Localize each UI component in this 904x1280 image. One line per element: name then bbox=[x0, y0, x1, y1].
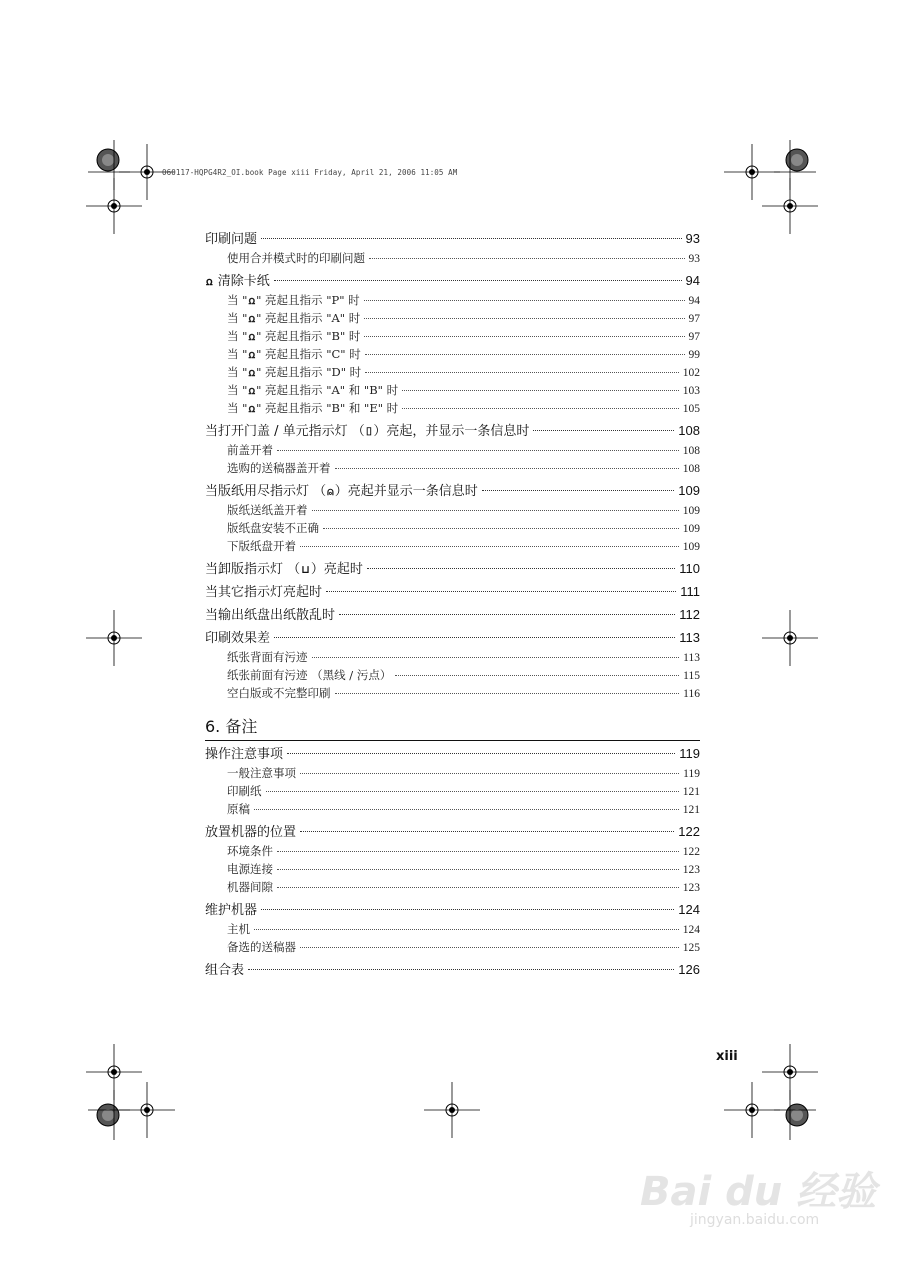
toc-subentry[interactable] bbox=[205, 345, 700, 363]
page-ref: 123 bbox=[682, 882, 700, 894]
toc-subentry[interactable] bbox=[205, 519, 700, 537]
entry-title bbox=[227, 399, 398, 418]
page-ref: 108 bbox=[682, 463, 700, 475]
toc-subentry[interactable] bbox=[205, 501, 700, 519]
table-of-contents bbox=[205, 230, 700, 979]
toc-subentry[interactable] bbox=[205, 666, 700, 684]
entry-title: 前盖开着 bbox=[227, 443, 273, 457]
page-ref: 126 bbox=[678, 962, 700, 977]
toc-entry[interactable] bbox=[205, 583, 700, 601]
toc-subentry[interactable] bbox=[205, 363, 700, 381]
dot-leader bbox=[369, 258, 685, 259]
entry-title: 印刷效果差 bbox=[205, 631, 271, 646]
page-ref: 119 bbox=[683, 768, 700, 780]
entry-title: 选购的送稿器盖开着 bbox=[227, 461, 331, 475]
page-ref: 119 bbox=[679, 746, 700, 761]
toc-entry[interactable] bbox=[205, 606, 700, 624]
dot-leader bbox=[254, 929, 679, 930]
entry-title bbox=[205, 423, 529, 441]
dot-leader bbox=[266, 791, 679, 792]
toc-subentry[interactable] bbox=[205, 938, 700, 956]
entry-title: 下版纸盘开着 bbox=[227, 539, 296, 553]
entry-title bbox=[227, 327, 360, 346]
section-heading: 6. 备注 bbox=[205, 716, 700, 741]
entry-title: 版纸盘安装不正确 bbox=[227, 521, 319, 535]
page-ref: 103 bbox=[682, 385, 700, 397]
title-suffix: " 亮起且指示 "B" 和 "E" 时 bbox=[256, 401, 399, 415]
title-suffix: ）亮起并显示一条信息时 bbox=[334, 484, 478, 499]
jam-icon: ꭥ bbox=[248, 330, 256, 343]
dot-leader bbox=[277, 450, 679, 451]
toc-subentry[interactable] bbox=[205, 381, 700, 399]
toc-entry[interactable] bbox=[205, 961, 700, 979]
dot-leader bbox=[364, 300, 685, 301]
toc-entry[interactable] bbox=[205, 482, 700, 500]
entry-title: 版纸送纸盖开着 bbox=[227, 503, 308, 517]
entry-title: 环境条件 bbox=[227, 844, 273, 858]
entry-title bbox=[205, 273, 270, 291]
jam-icon: ꭥ bbox=[248, 384, 256, 397]
page-ref: 108 bbox=[682, 445, 700, 457]
page-number: xiii bbox=[716, 1049, 738, 1064]
title-prefix: 当 " bbox=[227, 383, 248, 397]
dot-leader bbox=[261, 909, 674, 910]
dot-leader bbox=[248, 969, 674, 970]
title-prefix: 当 " bbox=[227, 365, 248, 379]
entry-title bbox=[205, 483, 478, 501]
jam-icon: ꭥ bbox=[248, 366, 256, 379]
toc-subentry[interactable] bbox=[205, 648, 700, 666]
entry-title: 组合表 bbox=[205, 963, 245, 978]
dot-leader bbox=[482, 490, 675, 491]
toc-subentry[interactable] bbox=[205, 878, 700, 896]
title-suffix: ）亮起，并显示一条信息时 bbox=[373, 424, 530, 439]
page-ref: 99 bbox=[688, 349, 700, 361]
title-suffix: " 亮起且指示 "A" 时 bbox=[256, 311, 361, 325]
page-ref: 121 bbox=[682, 804, 700, 816]
watermark-url: jingyan.baidu.com bbox=[690, 1212, 820, 1228]
dot-leader bbox=[533, 430, 674, 431]
page-ref: 115 bbox=[683, 670, 700, 682]
dot-leader bbox=[402, 408, 679, 409]
entry-title: 使用合并模式时的印刷问题 bbox=[227, 251, 365, 265]
dot-leader bbox=[274, 280, 682, 281]
dot-leader bbox=[300, 831, 674, 832]
dot-leader bbox=[402, 390, 679, 391]
dot-leader bbox=[395, 675, 679, 676]
page-ref: 116 bbox=[683, 688, 700, 700]
registration-mark-icon bbox=[424, 1082, 480, 1138]
dot-leader bbox=[277, 851, 679, 852]
master-end-icon: ⍝ bbox=[327, 485, 334, 498]
entry-title: 电源连接 bbox=[227, 862, 273, 876]
entry-title: 空白版或不完整印刷 bbox=[227, 686, 331, 700]
entry-title: 一般注意事项 bbox=[227, 766, 296, 780]
page-ref: 122 bbox=[678, 824, 700, 839]
page-ref: 111 bbox=[680, 584, 700, 599]
title-prefix: 当打开门盖 / 单元指示灯 （ bbox=[205, 424, 365, 439]
toc-entry[interactable] bbox=[205, 745, 700, 763]
dot-leader bbox=[364, 318, 684, 319]
toc-subentry[interactable] bbox=[205, 441, 700, 459]
page-ref: 121 bbox=[682, 786, 700, 798]
entry-title: 操作注意事项 bbox=[205, 747, 284, 762]
toc-subentry[interactable] bbox=[205, 537, 700, 555]
color-target-icon bbox=[97, 1104, 119, 1126]
dot-leader bbox=[277, 869, 679, 870]
jam-icon: ꭥ bbox=[248, 402, 256, 415]
entry-title: 纸张背面有污迹 bbox=[227, 650, 308, 664]
toc-subentry[interactable] bbox=[205, 249, 700, 267]
title-suffix: " 亮起且指示 "D" 时 bbox=[256, 365, 362, 379]
page-ref: 125 bbox=[682, 942, 700, 954]
title-prefix: 当 " bbox=[227, 311, 248, 325]
page-ref: 122 bbox=[682, 846, 700, 858]
entry-title bbox=[227, 291, 360, 310]
dot-leader bbox=[277, 887, 679, 888]
dot-leader bbox=[312, 510, 679, 511]
page-ref: 113 bbox=[679, 630, 700, 645]
toc-entry[interactable] bbox=[205, 422, 700, 440]
toc-subentry[interactable] bbox=[205, 309, 700, 327]
dot-leader bbox=[261, 238, 682, 239]
page-ref: 123 bbox=[682, 864, 700, 876]
registration-mark-icon bbox=[724, 144, 780, 200]
dot-leader bbox=[339, 614, 675, 615]
entry-title bbox=[227, 345, 361, 364]
entry-title: 机器间隙 bbox=[227, 880, 273, 894]
page-ref: 109 bbox=[682, 541, 700, 553]
page-ref: 109 bbox=[678, 483, 700, 498]
toc-subentry[interactable] bbox=[205, 764, 700, 782]
toc-entry[interactable] bbox=[205, 230, 700, 248]
color-target-icon bbox=[97, 149, 119, 171]
title-suffix: 清除卡纸 bbox=[213, 274, 270, 289]
title-prefix: 当 " bbox=[227, 293, 248, 307]
page-ref: 93 bbox=[688, 253, 700, 265]
page-ref: 97 bbox=[688, 331, 700, 343]
dot-leader bbox=[300, 947, 679, 948]
page-ref: 124 bbox=[678, 902, 700, 917]
entry-title: 当输出纸盘出纸散乱时 bbox=[205, 608, 336, 623]
dot-leader bbox=[287, 753, 675, 754]
page-ref: 94 bbox=[685, 273, 700, 288]
toc-subentry[interactable] bbox=[205, 684, 700, 702]
title-prefix: 当卸版指示灯 （ bbox=[205, 562, 301, 577]
page-ref: 102 bbox=[682, 367, 700, 379]
title-suffix: " 亮起且指示 "A" 和 "B" 时 bbox=[256, 383, 399, 397]
entry-title: 当其它指示灯亮起时 bbox=[205, 585, 323, 600]
page-ref: 109 bbox=[682, 505, 700, 517]
entry-title: 原稿 bbox=[227, 802, 250, 816]
page-ref: 108 bbox=[678, 423, 700, 438]
toc-subentry[interactable] bbox=[205, 920, 700, 938]
dot-leader bbox=[367, 568, 675, 569]
title-suffix: " 亮起且指示 "C" 时 bbox=[256, 347, 361, 361]
color-target-icon bbox=[786, 1104, 808, 1126]
jam-icon: ꭥ bbox=[248, 312, 256, 325]
title-prefix: 当 " bbox=[227, 329, 248, 343]
page-ref: 112 bbox=[679, 607, 700, 622]
color-target-icon bbox=[786, 149, 808, 171]
title-prefix: 当 " bbox=[227, 347, 248, 361]
toc-subentry[interactable] bbox=[205, 399, 700, 417]
entry-title: 放置机器的位置 bbox=[205, 825, 297, 840]
jam-icon: ꭥ bbox=[206, 275, 213, 288]
dot-leader bbox=[323, 528, 679, 529]
dot-leader bbox=[364, 336, 684, 337]
page-ref: 93 bbox=[685, 231, 700, 246]
print-header: 060117-HQPG4R2_OI.book Page xiii Friday, April 21, 2006 11:05 AM bbox=[162, 168, 458, 177]
toc-entry[interactable] bbox=[205, 560, 700, 578]
page-ref: 113 bbox=[683, 652, 700, 664]
dot-leader bbox=[326, 591, 676, 592]
toc-entry[interactable] bbox=[205, 823, 700, 841]
dot-leader bbox=[312, 657, 680, 658]
dot-leader bbox=[365, 354, 685, 355]
entry-title bbox=[227, 309, 360, 328]
page-ref: 105 bbox=[682, 403, 700, 415]
page-ref: 97 bbox=[688, 313, 700, 325]
dot-leader bbox=[335, 468, 679, 469]
jam-icon: ꭥ bbox=[248, 348, 256, 361]
toc-entry[interactable] bbox=[205, 272, 700, 290]
watermark-logo: Bai du 经验 bbox=[640, 1169, 877, 1215]
toc-subentry[interactable] bbox=[205, 860, 700, 878]
entry-title: 备选的送稿器 bbox=[227, 940, 296, 954]
title-suffix: ）亮起时 bbox=[310, 562, 363, 577]
toc-subentry[interactable] bbox=[205, 327, 700, 345]
dot-leader bbox=[254, 809, 679, 810]
title-prefix: 当版纸用尽指示灯 （ bbox=[205, 484, 327, 499]
entry-title: 印刷纸 bbox=[227, 784, 262, 798]
registration-mark-icon bbox=[762, 610, 818, 666]
door-open-icon: ⌷ bbox=[365, 425, 373, 438]
dot-leader bbox=[300, 773, 679, 774]
entry-title bbox=[205, 561, 363, 579]
dot-leader bbox=[300, 546, 679, 547]
entry-title bbox=[227, 381, 398, 400]
entry-title: 印刷问题 bbox=[205, 232, 258, 247]
title-prefix: 当 " bbox=[227, 401, 248, 415]
entry-title: 维护机器 bbox=[205, 903, 258, 918]
dot-leader bbox=[335, 693, 680, 694]
page-ref: 110 bbox=[679, 561, 700, 576]
registration-mark-icon bbox=[724, 1082, 780, 1138]
dot-leader bbox=[365, 372, 679, 373]
toc-entry[interactable] bbox=[205, 901, 700, 919]
entry-title: 主机 bbox=[227, 922, 250, 936]
registration-mark-icon bbox=[86, 610, 142, 666]
toc-subentry[interactable] bbox=[205, 291, 700, 309]
entry-title bbox=[227, 363, 361, 382]
page-ref: 109 bbox=[682, 523, 700, 535]
toc-subentry[interactable] bbox=[205, 459, 700, 477]
toc-subentry[interactable] bbox=[205, 782, 700, 800]
title-suffix: " 亮起且指示 "P" 时 bbox=[256, 293, 360, 307]
title-suffix: " 亮起且指示 "B" 时 bbox=[256, 329, 361, 343]
jam-icon: ꭥ bbox=[248, 294, 256, 307]
entry-title: 纸张前面有污迹 （黑线 / 污点） bbox=[227, 668, 392, 682]
toc-subentry[interactable] bbox=[205, 842, 700, 860]
toc-entry[interactable] bbox=[205, 629, 700, 647]
dot-leader bbox=[274, 637, 675, 638]
toc-subentry[interactable] bbox=[205, 800, 700, 818]
page-ref: 94 bbox=[688, 295, 700, 307]
page-ref: 124 bbox=[682, 924, 700, 936]
master-eject-icon: ⊔ bbox=[301, 563, 310, 576]
